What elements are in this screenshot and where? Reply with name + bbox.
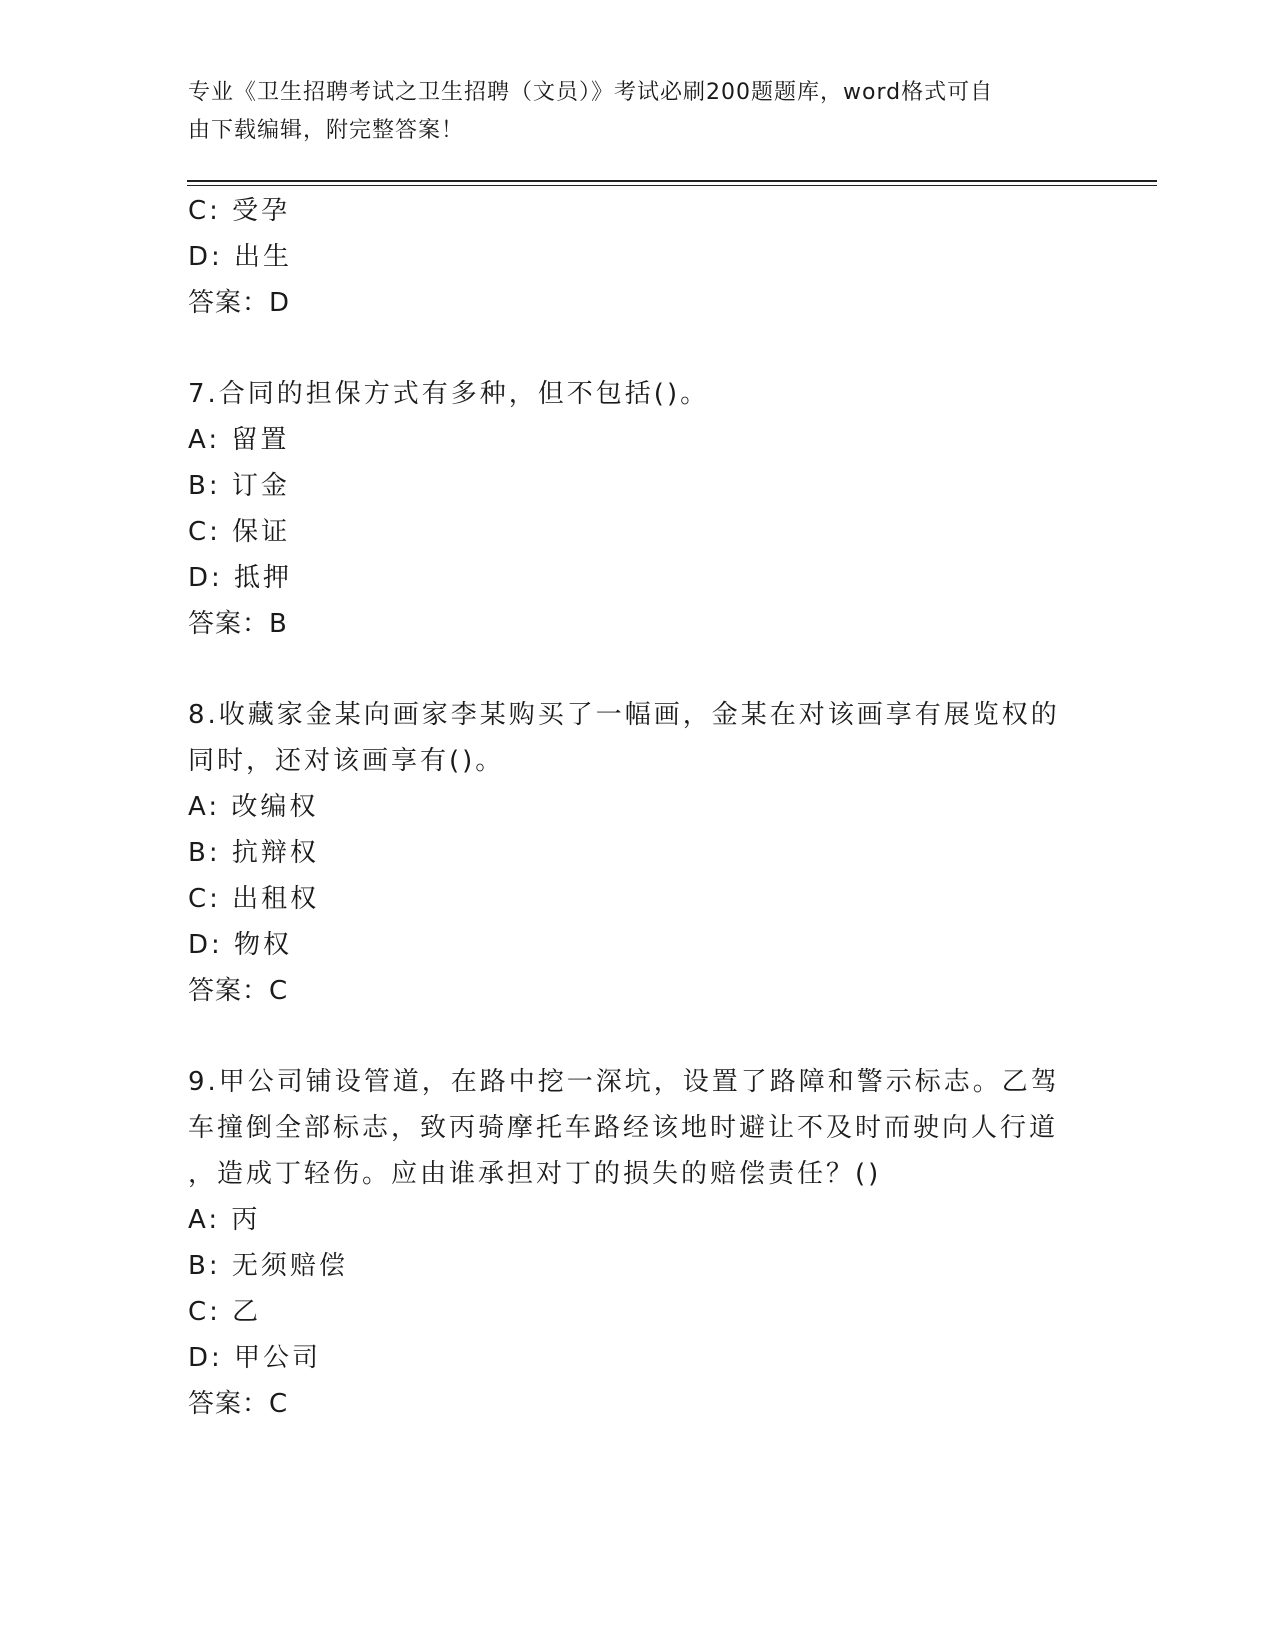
option-c: C: 出租权: [188, 884, 320, 914]
document-header: [188, 74, 1068, 150]
question-9: [188, 1059, 1088, 1427]
answer: 答案：B: [188, 609, 288, 639]
question-8: [188, 692, 1088, 1014]
option-b: B: 无须赔偿: [188, 1251, 348, 1281]
option-c: C: 保证: [188, 517, 291, 547]
question-text-line-3: ，造成丁轻伤。应由谁承担对丁的损失的赔偿责任？(): [188, 1159, 882, 1189]
question-7: [188, 371, 1088, 647]
option-c: C: 受孕: [188, 196, 291, 226]
header-line-2: 由下载编辑，附完整答案！: [188, 118, 465, 143]
option-a: A: 改编权: [188, 792, 319, 822]
option-a: A: 留置: [188, 425, 290, 455]
answer: 答案：C: [188, 1389, 289, 1419]
option-d: D: 物权: [188, 930, 293, 960]
question-list: [188, 188, 1088, 1427]
question-text-line-1: 8.收藏家金某向画家李某购买了一幅画，金某在对该画享有展览权的: [188, 700, 1060, 730]
header-line-1: 专业《卫生招聘考试之卫生招聘（文员）》考试必刷200题题库，word格式可自: [188, 80, 994, 105]
option-d: D: 抵押: [188, 563, 293, 593]
header-divider-thick: [187, 180, 1157, 182]
question-text-line-2: 车撞倒全部标志，致丙骑摩托车路经该地时避让不及时而驶向人行道: [188, 1113, 1059, 1143]
option-d: D: 出生: [188, 242, 293, 272]
header-divider-thin: [187, 185, 1157, 186]
option-c: C: 乙: [188, 1297, 262, 1327]
answer: 答案：C: [188, 976, 289, 1006]
option-d: D: 甲公司: [188, 1343, 322, 1373]
option-a: A: 丙: [188, 1205, 261, 1235]
question-text: 7.合同的担保方式有多种，但不包括()。: [188, 379, 710, 409]
question-text-line-2: 同时，还对该画享有()。: [188, 746, 505, 776]
option-b: B: 抗辩权: [188, 838, 319, 868]
question-text-line-1: 9.甲公司铺设管道，在路中挖一深坑，设置了路障和警示标志。乙驾: [188, 1067, 1060, 1097]
answer: 答案：D: [188, 288, 291, 318]
option-b: B: 订金: [188, 471, 290, 501]
question-6-tail: [188, 188, 1088, 326]
